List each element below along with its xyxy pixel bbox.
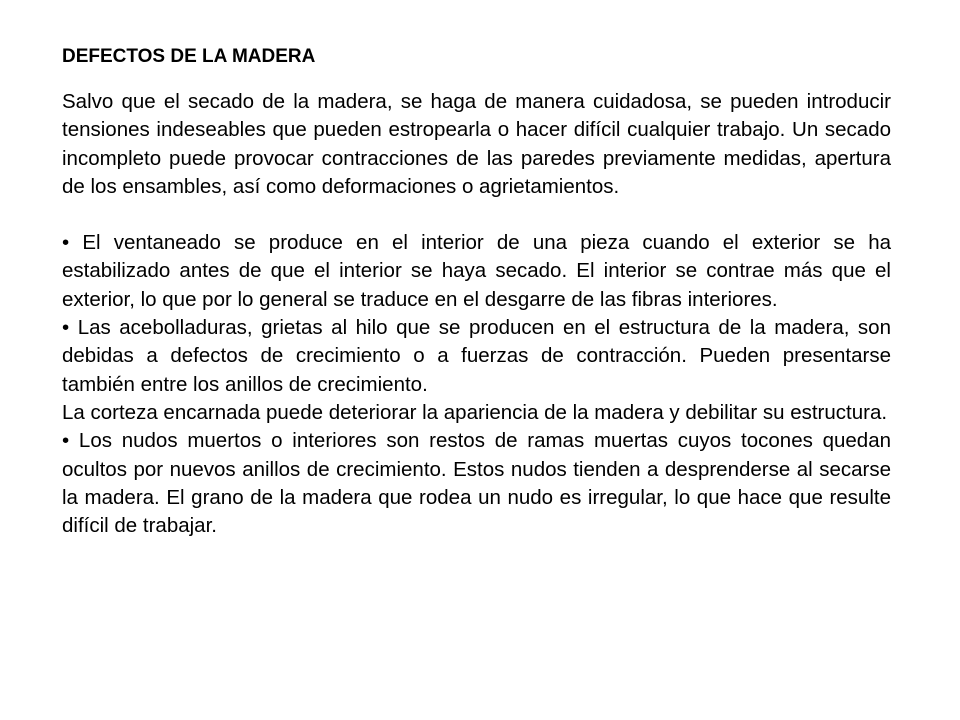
paragraph-corteza-encarnada: La corteza encarnada puede deteriorar la apariencia de la madera y debilitar su estructura. [62, 400, 888, 424]
paragraph-spacer [62, 201, 891, 229]
intro-paragraph: Salvo que el secado de la madera, se haga de manera cuidadosa, se pueden introducir tensiones indeseables que pueden estropearla o hacer difícil cualquier trabajo. Un secado incompleto puede provocar contracciones de las paredes previamente medidas, apertura de los ensambles, así como deformaciones o agrietamientos. [62, 90, 891, 198]
bullet-nudos-muertos: • Los nudos muertos o interiores son restos de ramas muertas cuyos tocones quedan ocultos por nuevos anillos de crecimiento. Estos nudos tienden a desprenderse al secarse la madera. El grano de la madera que rodea un nudo es irregular, lo que hace que resulte difícil de trabajar. [62, 429, 891, 538]
bullet-ventaneado: • El ventaneado se produce en el interior de una pieza cuando el exterior se ha estabilizado antes de que el interior se haya secado. El interior se contrae más que el exterior, lo que por lo general se traduce en el desgarre de las fibras interiores. [62, 231, 891, 311]
document-title: DEFECTOS DE LA MADERA [62, 46, 316, 67]
bullet-acebolladuras: • Las acebolladuras, grietas al hilo que se producen en el estructura de la madera, son debidas a defectos de crecimiento o a fuerzas de contracción. Pueden presentarse también entre los anillos de crecimiento. [62, 316, 891, 396]
slide-text-body [62, 42, 891, 540]
